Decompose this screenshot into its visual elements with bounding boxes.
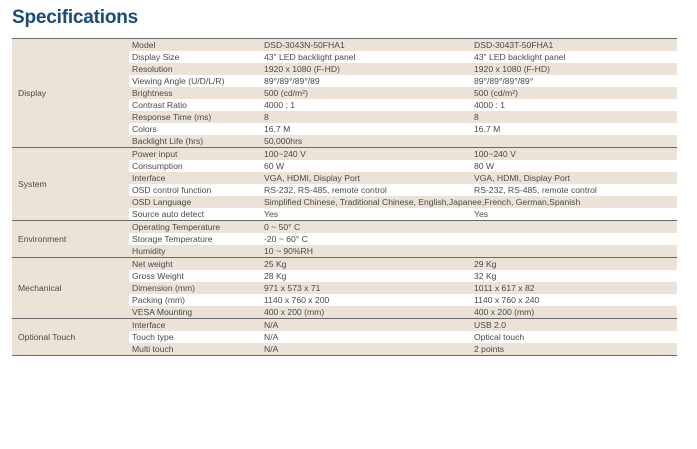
page-title: Specifications (12, 7, 139, 28)
spec-value-model-1: 500 (cd/m²) (261, 87, 471, 99)
spec-value-model-1: 4000 : 1 (261, 99, 471, 111)
spec-item-label: Viewing Angle (U/D/L/R) (129, 75, 261, 87)
spec-item-label: Touch type (129, 331, 261, 343)
spec-item-label: Interface (129, 172, 261, 184)
spec-value-model-2: 43" LED backlight panel (471, 51, 677, 63)
spec-item-label: Packing (mm) (129, 294, 261, 306)
spec-item-label: Response Time (ms) (129, 111, 261, 123)
spec-value-model-1: 16.7 M (261, 123, 471, 135)
spec-item-label: Display Size (129, 51, 261, 63)
spec-value-model-2: 8 (471, 111, 677, 123)
spec-value-model-1: N/A (261, 319, 471, 332)
spec-item-label: Source auto detect (129, 208, 261, 221)
spec-value-model-1: 400 x 200 (mm) (261, 306, 471, 319)
spec-row (12, 221, 677, 234)
spec-value-model-2: 32 Kg (471, 270, 677, 282)
category-label: Display (12, 39, 129, 148)
spec-item-label: VESA Mounting (129, 306, 261, 319)
spec-value-model-2 (471, 233, 677, 245)
spec-value-model-2 (471, 245, 677, 258)
spec-row (12, 148, 677, 161)
category-label: Environment (12, 221, 129, 258)
spec-value-model-1: 10 ~ 90%RH (261, 245, 471, 258)
spec-value-model-1: 60 W (261, 160, 471, 172)
spec-value-model-2: 4000 : 1 (471, 99, 677, 111)
spec-value-model-1: 50,000hrs (261, 135, 471, 148)
spec-value-model-1: N/A (261, 331, 471, 343)
spec-value-model-2: 1920 x 1080 (F-HD) (471, 63, 677, 75)
spec-value-model-1: 1140 x 760 x 200 (261, 294, 471, 306)
spec-item-label: Model (129, 39, 261, 52)
spec-row (12, 258, 677, 271)
spec-value-model-2: 29 Kg (471, 258, 677, 271)
spec-value-model-2: 80 W (471, 160, 677, 172)
spec-item-label: Humidity (129, 245, 261, 258)
spec-item-label: Gross Weight (129, 270, 261, 282)
spec-value-model-2: 400 x 200 (mm) (471, 306, 677, 319)
spec-value-model-1: 25 Kg (261, 258, 471, 271)
spec-value-model-1: 1920 x 1080 (F-HD) (261, 63, 471, 75)
spec-value-model-2: 16.7 M (471, 123, 677, 135)
spec-value-model-1: VGA, HDMI, Display Port (261, 172, 471, 184)
spec-value-model-1: RS-232, RS-485, remote control (261, 184, 471, 196)
spec-value-model-2: RS-232, RS-485, remote control (471, 184, 677, 196)
spec-item-label: Multi touch (129, 343, 261, 356)
spec-item-label: Resolution (129, 63, 261, 75)
spec-item-label: OSD control function (129, 184, 261, 196)
spec-item-label: OSD Language (129, 196, 261, 208)
category-label: Optional Touch (12, 319, 129, 356)
spec-value-model-1: 89°/89°/89°/89 (261, 75, 471, 87)
spec-value-model-1: 43" LED backlight panel (261, 51, 471, 63)
spec-value-model-2 (471, 221, 677, 234)
spec-item-label: Power input (129, 148, 261, 161)
spec-item-label: Consumption (129, 160, 261, 172)
spec-value-model-1: 100~240 V (261, 148, 471, 161)
spec-value-model-2: 2 points (471, 343, 677, 356)
spec-item-label: Net weight (129, 258, 261, 271)
spec-value-model-1: N/A (261, 343, 471, 356)
spec-value-model-2: 500 (cd/m²) (471, 87, 677, 99)
spec-item-label: Brightness (129, 87, 261, 99)
spec-item-label: Operating Temperature (129, 221, 261, 234)
spec-value-model-1: DSD-3043N-50FHA1 (261, 39, 471, 52)
spec-table (12, 38, 677, 356)
category-label: System (12, 148, 129, 221)
spec-value-model-2: 89°/89°/89°/89° (471, 75, 677, 87)
spec-value-model-1: -20 ~ 60° C (261, 233, 471, 245)
spec-value-model-2: DSD-3043T-50FHA1 (471, 39, 677, 52)
spec-value-model-1: Yes (261, 208, 471, 221)
spec-value-model-1: 0 ~ 50° C (261, 221, 471, 234)
spec-value-model-2: Yes (471, 208, 677, 221)
spec-item-label: Storage Temperature (129, 233, 261, 245)
spec-value-model-2: 1140 x 760 x 240 (471, 294, 677, 306)
spec-item-label: Contrast Ratio (129, 99, 261, 111)
spec-table-body (12, 39, 677, 356)
spec-row (12, 39, 677, 52)
spec-value-model-2: Optical touch (471, 331, 677, 343)
spec-item-label: Colors (129, 123, 261, 135)
spec-value-model-2: 1011 x 617 x 82 (471, 282, 677, 294)
spec-item-label: Dimension (mm) (129, 282, 261, 294)
spec-row (12, 319, 677, 332)
spec-value-model-2: VGA, HDMI, Display Port (471, 172, 677, 184)
spec-value-model-2: 100~240 V (471, 148, 677, 161)
spec-value-model-2: USB 2.0 (471, 319, 677, 332)
spec-item-label: Backlight Life (hrs) (129, 135, 261, 148)
category-label: Mechanical (12, 258, 129, 319)
spec-value-model-2 (471, 135, 677, 148)
spec-value-model-1: 971 x 573 x 71 (261, 282, 471, 294)
spec-value-model-1: 28 Kg (261, 270, 471, 282)
spec-item-label: Interface (129, 319, 261, 332)
spec-value-model-1: Simplified Chinese, Traditional Chinese, English,Japanee,French, German,Spanish (261, 196, 677, 208)
spec-value-model-1: 8 (261, 111, 471, 123)
